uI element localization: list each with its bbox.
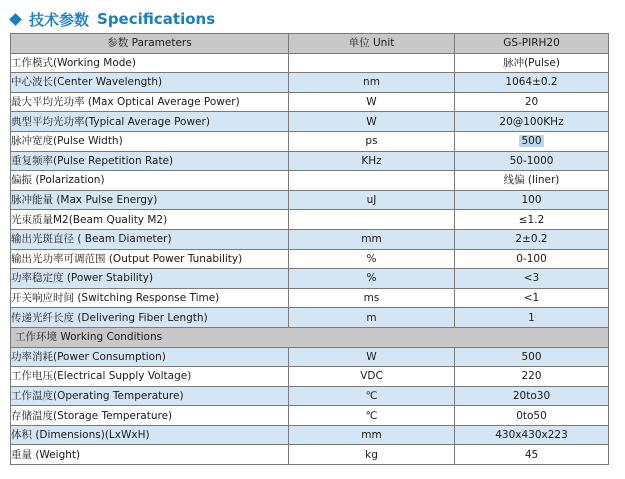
value-cell: 50-1000 — [455, 151, 609, 171]
param-cell: 中心波长(Center Wavelength) — [11, 73, 289, 93]
table-row — [11, 386, 609, 406]
value-cell: 220 — [455, 367, 609, 387]
param-cell: 偏振 (Polarization) — [11, 171, 289, 191]
unit-cell: ms — [289, 288, 455, 308]
param-cell: 工作温度(Operating Temperature) — [11, 386, 289, 406]
value-cell: <3 — [455, 269, 609, 289]
column-header-unit: 单位 Unit — [289, 34, 455, 54]
param-cell: 最大平均光功率 (Max Optical Average Power) — [11, 92, 289, 112]
column-header-parameters: 参数 Parameters — [11, 34, 289, 54]
unit-cell — [289, 53, 455, 73]
table-row — [11, 367, 609, 387]
value-cell: 100 — [455, 190, 609, 210]
value-cell: 1064±0.2 — [455, 73, 609, 93]
unit-cell: % — [289, 269, 455, 289]
section-title: 工作环境 Working Conditions — [11, 327, 609, 347]
table-row — [11, 210, 609, 230]
value-cell: ≤1.2 — [455, 210, 609, 230]
table-row — [11, 249, 609, 269]
table-row — [11, 131, 609, 151]
table-row — [11, 190, 609, 210]
unit-cell: W — [289, 92, 455, 112]
unit-cell: ps — [289, 131, 455, 151]
param-cell: 工作模式(Working Mode) — [11, 53, 289, 73]
table-row — [11, 445, 609, 465]
table-row — [11, 171, 609, 191]
value-cell: 20 — [455, 92, 609, 112]
section-row-working-conditions — [11, 327, 609, 347]
table-row — [11, 425, 609, 445]
table-row — [11, 229, 609, 249]
param-cell: 脉冲宽度(Pulse Width) — [11, 131, 289, 151]
unit-cell: kg — [289, 445, 455, 465]
param-cell: 光束质量M2(Beam Quality M2) — [11, 210, 289, 230]
param-cell: 存储温度(Storage Temperature) — [11, 406, 289, 426]
column-header-model: GS-PIRH20 — [455, 34, 609, 54]
param-cell: 体积 (Dimensions)(LxWxH) — [11, 425, 289, 445]
unit-cell: KHz — [289, 151, 455, 171]
value-cell: 500 — [455, 131, 609, 151]
param-cell: 传递光纤长度 (Delivering Fiber Length) — [11, 308, 289, 328]
value-cell: 20to30 — [455, 386, 609, 406]
value-cell: 2±0.2 — [455, 229, 609, 249]
unit-cell — [289, 210, 455, 230]
value-cell: 0-100 — [455, 249, 609, 269]
spec-table-body — [11, 53, 609, 464]
unit-cell: % — [289, 249, 455, 269]
value-cell: <1 — [455, 288, 609, 308]
param-cell: 功率消耗(Power Consumption) — [11, 347, 289, 367]
table-row — [11, 151, 609, 171]
spec-table — [10, 33, 609, 465]
unit-cell: nm — [289, 73, 455, 93]
unit-cell: W — [289, 347, 455, 367]
spec-header — [8, 8, 215, 30]
unit-cell: W — [289, 112, 455, 132]
param-cell: 脉冲能量 (Max Pulse Energy) — [11, 190, 289, 210]
table-row — [11, 53, 609, 73]
value-cell: 20@100KHz — [455, 112, 609, 132]
unit-cell: ℃ — [289, 406, 455, 426]
table-row — [11, 347, 609, 367]
title-chinese: 技术参数 — [29, 10, 90, 29]
table-row — [11, 288, 609, 308]
value-cell: 430x430x223 — [455, 425, 609, 445]
table-header-row — [11, 34, 609, 54]
param-cell: 工作电压(Electrical Supply Voltage) — [11, 367, 289, 387]
param-cell: 典型平均光功率(Typical Average Power) — [11, 112, 289, 132]
unit-cell: mm — [289, 425, 455, 445]
table-row — [11, 406, 609, 426]
param-cell: 重复频率(Pulse Repetition Rate) — [11, 151, 289, 171]
table-row — [11, 73, 609, 93]
value-cell: 线偏 (liner) — [455, 171, 609, 191]
title-english: Specifications — [97, 10, 216, 28]
param-cell: 输出光斑直径 ( Beam Diameter) — [11, 229, 289, 249]
table-row — [11, 92, 609, 112]
unit-cell: ℃ — [289, 386, 455, 406]
value-cell: 1 — [455, 308, 609, 328]
table-row — [11, 308, 609, 328]
unit-cell: mm — [289, 229, 455, 249]
value-cell: 脉冲(Pulse) — [455, 53, 609, 73]
unit-cell: m — [289, 308, 455, 328]
value-cell: 500 — [455, 347, 609, 367]
param-cell: 开关响应时间 (Switching Response Time) — [11, 288, 289, 308]
param-cell: 重量 (Weight) — [11, 445, 289, 465]
unit-cell — [289, 171, 455, 191]
value-cell: 45 — [455, 445, 609, 465]
table-row — [11, 269, 609, 289]
unit-cell: uJ — [289, 190, 455, 210]
param-cell: 输出光功率可调范围 (Output Power Tunability) — [11, 249, 289, 269]
diamond-bullet-icon — [9, 13, 22, 26]
value-cell: 0to50 — [455, 406, 609, 426]
unit-cell: VDC — [289, 367, 455, 387]
table-row — [11, 112, 609, 132]
param-cell: 功率稳定度 (Power Stability) — [11, 269, 289, 289]
